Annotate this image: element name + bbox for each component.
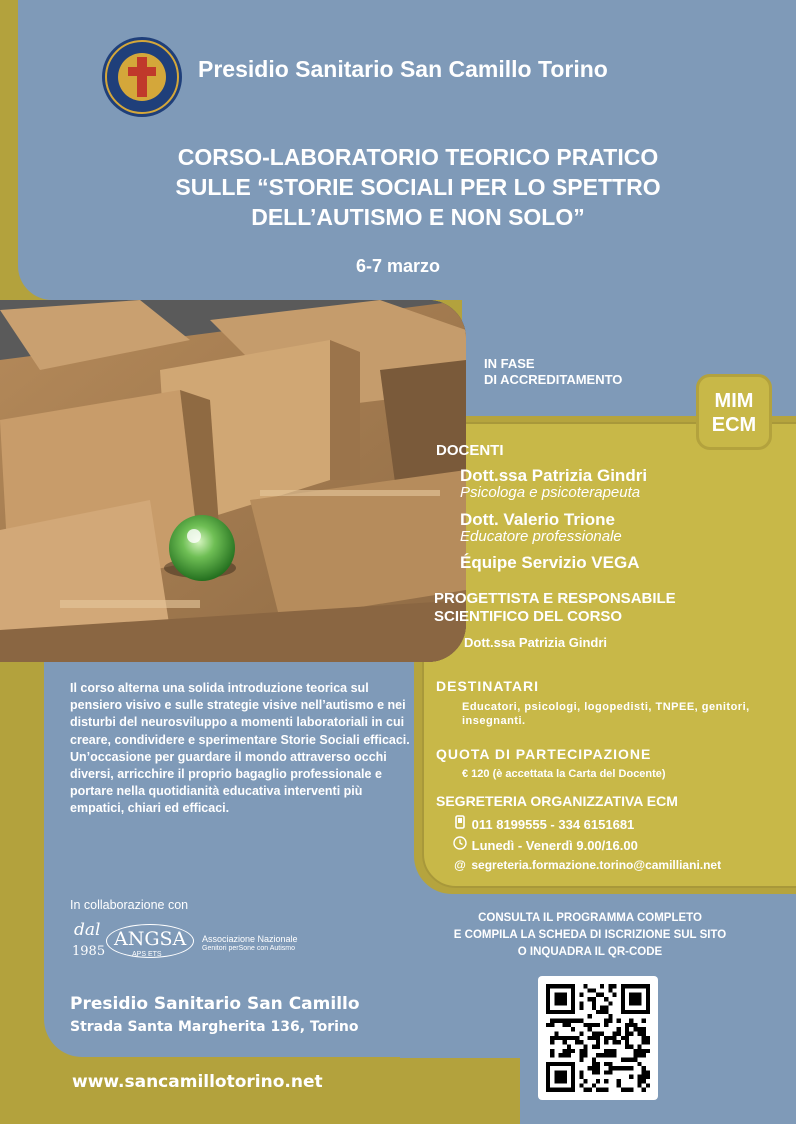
angsa-dal: dal <box>74 920 101 940</box>
email-contact <box>452 858 721 872</box>
teacher-name: Équipe Servizio VEGA <box>460 553 640 572</box>
quota-text: € 120 (è accettata la Carta del Docente) <box>462 768 666 780</box>
description-paragraph: Un’occasione per guardare il mondo attraverso occhi diversi, arricchire il proprio bagaglio professionale e portare nella quotidianità educativa interventi più empatici, chiari ed efficaci. <box>70 749 387 816</box>
qr-code[interactable] <box>538 976 658 1100</box>
teacher-3 <box>460 553 640 573</box>
cta-line: E COMPILA LA SCHEDA DI ISCRIZIONE SUL SITO <box>453 929 727 941</box>
collaboration-label: In collaborazione con <box>70 898 189 912</box>
destinatari-title: DESTINATARI <box>436 678 540 694</box>
destinatari-text: Educatori, psicologi, logopedisti, TNPEE, genitori, insegnanti. <box>462 701 750 727</box>
course-title-line: SULLE “STORIE SOCIALI PER LO SPETTRO <box>175 174 661 200</box>
footer-name: Presidio Sanitario San Camillo <box>70 994 360 1014</box>
hours-contact <box>452 836 638 853</box>
angsa-sub: APS ETS <box>132 951 162 958</box>
progettista-title <box>434 590 676 626</box>
description-paragraph: Il corso alterna una solida introduzione teorica sul pensiero visivo e sulle strategie visive nell’autismo e nei disturbi del neurosviluppo a momenti laboratoriali in cui creare, condividere e sperimentare Storie Sociali efficaci. <box>70 681 410 747</box>
progettista-title-line: PROGETTISTA E RESPONSABILE <box>434 590 676 607</box>
quota-title: QUOTA DI PARTECIPAZIONE <box>436 746 652 762</box>
cta-text <box>420 910 760 961</box>
progettista-title-line: SCIENTIFICO DEL CORSO <box>434 608 623 625</box>
teacher-role: Educatore professionale <box>460 528 622 545</box>
segreteria-title: SEGRETERIA ORGANIZZATIVA ECM <box>436 793 678 809</box>
course-title-line: DELL’AUTISMO E NON SOLO” <box>251 204 585 230</box>
angsa-desc: Genitori perSone con Autismo <box>202 945 295 952</box>
cta-line: CONSULTA IL PROGRAMMA COMPLETO <box>478 912 702 924</box>
mim-ecm-badge <box>696 374 772 450</box>
course-dates: 6-7 marzo <box>355 256 441 276</box>
website-link[interactable]: www.sancamillotorino.net <box>72 1072 323 1092</box>
accreditation-line: DI ACCREDITAMENTO <box>484 372 623 387</box>
progettista-name: Dott.ssa Patrizia Gindri <box>464 635 608 650</box>
phone-contact <box>452 815 634 832</box>
clock-icon <box>452 836 468 853</box>
phone-icon <box>452 815 468 832</box>
teacher-1 <box>460 466 647 501</box>
footer-address: Strada Santa Margherita 136, Torino <box>70 1019 359 1035</box>
badge-line: ECM <box>711 414 757 436</box>
cta-line: O INQUADRA IL QR-CODE <box>517 946 663 958</box>
teacher-name: Dott.ssa Patrizia Gindri <box>460 466 648 485</box>
teacher-2 <box>460 510 622 545</box>
header-title: Presidio Sanitario San Camillo Torino <box>198 56 608 82</box>
badge-line: MIM <box>714 390 754 412</box>
course-description <box>70 680 410 818</box>
teacher-role: Psicologa e psicoterapeuta <box>460 484 641 501</box>
office-hours: Lunedì - Venerdì 9.00/16.00 <box>471 838 638 853</box>
angsa-name: ANGSA <box>114 928 187 950</box>
angsa-logo <box>72 918 312 968</box>
angsa-year: 1985 <box>72 944 106 959</box>
accreditation-status <box>484 356 622 388</box>
phone-number[interactable]: 011 8199555 - 334 6151681 <box>471 817 635 832</box>
camilliani-logo <box>100 35 184 119</box>
course-title-line: CORSO-LABORATORIO TEORICO PRATICO <box>177 144 659 170</box>
cardboard-maze-photo <box>0 300 466 662</box>
left-edge <box>0 640 44 1124</box>
angsa-desc: Associazione Nazionale <box>202 934 298 944</box>
docenti-title: DOCENTI <box>436 442 504 459</box>
email-address[interactable]: segreteria.formazione.torino@camilliani.net <box>471 858 722 872</box>
teacher-name: Dott. Valerio Trione <box>460 510 615 529</box>
accreditation-line: IN FASE <box>484 356 535 371</box>
at-icon: @ <box>454 858 466 872</box>
course-title <box>40 142 796 232</box>
